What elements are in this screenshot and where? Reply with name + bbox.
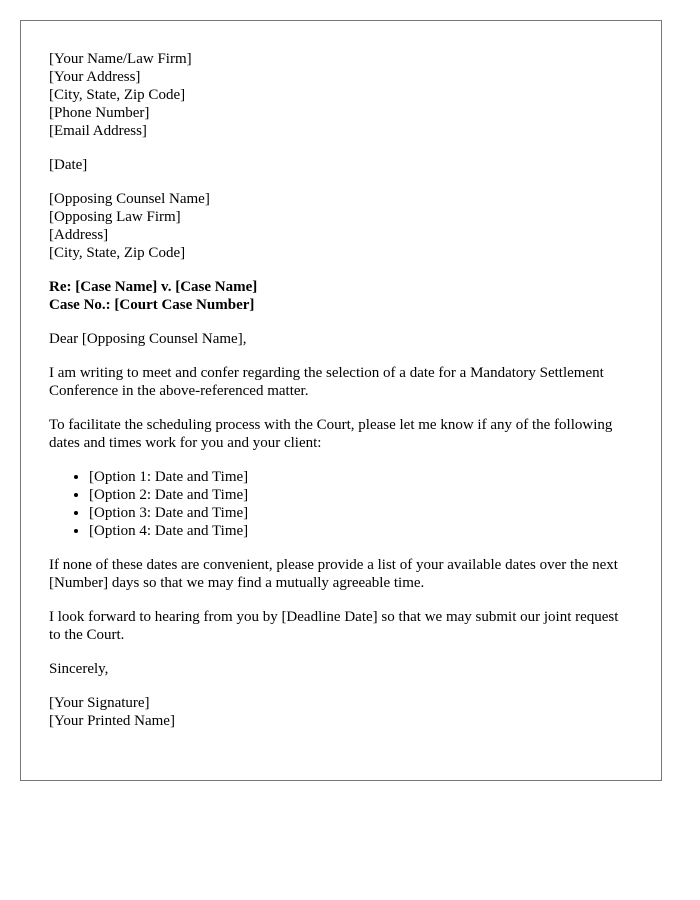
signature-line: [Your Signature]	[49, 695, 150, 711]
list-item: • [Option 3: Date and Time]	[89, 504, 633, 522]
letter-date: [Date]	[49, 157, 88, 173]
letter-page	[20, 20, 662, 781]
recipient-city: [City, State, Zip Code]	[49, 245, 186, 261]
paragraph-purpose: I am writing to meet and confer regarding the selection of a date for a Mandatory Settlement Conference in the above-referenced matter.	[49, 365, 604, 399]
paragraph-alternative: If none of these dates are convenient, please provide a list of your available dates over the next [Number] days so that we may find a mutually agreeable time.	[49, 557, 618, 591]
printed-name: [Your Printed Name]	[49, 713, 175, 729]
options-list	[49, 468, 633, 540]
paragraph-deadline: I look forward to hearing from you by [Deadline Date] so that we may submit our joint request to the Court.	[49, 609, 619, 643]
recipient-firm: [Opposing Law Firm]	[49, 209, 181, 225]
sender-address: [Your Address]	[49, 69, 141, 85]
sender-phone: [Phone Number]	[49, 105, 150, 121]
paragraph-scheduling: To facilitate the scheduling process with the Court, please let me know if any of the following dates and times work for you and your client:	[49, 417, 613, 451]
sender-city: [City, State, Zip Code]	[49, 87, 186, 103]
re-line: Re: [Case Name] v. [Case Name]	[49, 279, 258, 295]
sender-name: [Your Name/Law Firm]	[49, 51, 192, 67]
sender-email: [Email Address]	[49, 123, 147, 139]
list-item: • [Option 2: Date and Time]	[89, 486, 633, 504]
list-item: • [Option 1: Date and Time]	[89, 468, 633, 486]
case-number: Case No.: [Court Case Number]	[49, 297, 255, 313]
recipient-name: [Opposing Counsel Name]	[49, 191, 210, 207]
date-block	[49, 156, 633, 174]
reference-block	[49, 278, 633, 314]
list-item: • [Option 4: Date and Time]	[89, 522, 633, 540]
recipient-block	[49, 190, 633, 262]
recipient-address: [Address]	[49, 227, 109, 243]
sender-block	[49, 50, 633, 140]
salutation: Dear [Opposing Counsel Name],	[49, 331, 247, 347]
signature-block	[49, 694, 633, 730]
closing: Sincerely,	[49, 661, 109, 677]
